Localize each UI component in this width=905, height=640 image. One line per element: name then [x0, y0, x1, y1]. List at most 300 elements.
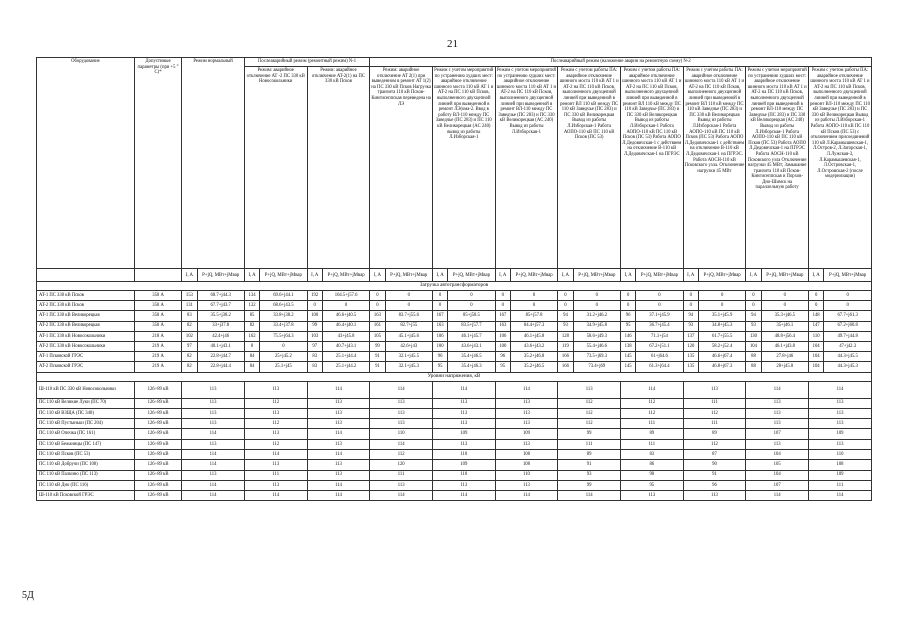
cell-power: 47+j42.3	[824, 341, 872, 351]
row-name: ПС 110 кВ Бежаницы (ПС 147)	[37, 439, 135, 449]
page-number: 21	[447, 38, 458, 50]
cell-current: 100	[307, 311, 322, 321]
cell-voltage: 114	[620, 381, 683, 398]
row-name: ПС 110 кВ Опочка (ПС 161)	[37, 429, 135, 439]
cell-current: 100	[495, 341, 510, 351]
cell-current: 0	[620, 301, 635, 311]
row-allowed: 126÷89 кВ	[134, 398, 181, 408]
unit-current: I, A	[683, 269, 698, 282]
row-name: AT-1 ПС 330 кВ Новосокольники	[37, 331, 135, 341]
cell-current: 106	[432, 331, 447, 341]
cell-voltage: 114	[808, 491, 871, 501]
row-allowed: 350 А	[134, 321, 181, 331]
cell-power: 61.7+j55.5	[698, 331, 745, 341]
cell-power: 0	[510, 301, 557, 311]
cell-power: 48.8+j56.4	[761, 331, 808, 341]
unit-blank	[37, 269, 135, 282]
cell-current: 166	[558, 362, 573, 372]
cell-current: 0	[432, 291, 447, 301]
cell-current: 96	[620, 311, 635, 321]
unit-current: I, A	[620, 269, 635, 282]
cell-current: 99	[307, 321, 322, 331]
cell-current: 99	[370, 341, 385, 351]
cell-current: 131	[182, 301, 197, 311]
cell-voltage: 114	[307, 449, 370, 459]
cell-power: 73.5+j69.3	[573, 352, 620, 362]
cell-voltage: 113	[495, 439, 558, 449]
cell-current: 163	[432, 321, 447, 331]
cell-power: 22.8+j44.7	[197, 352, 244, 362]
cell-voltage: 112	[244, 419, 307, 429]
cell-voltage: 113	[808, 408, 871, 418]
cell-voltage: 114	[244, 449, 307, 459]
section-row	[37, 282, 872, 291]
row-name: AT-1 ПС 330 кВ Псков	[37, 291, 135, 301]
col-post-repair: Послеаварийный режим (ремонтный режим) N-1	[244, 58, 369, 67]
cell-current: 88	[746, 352, 761, 362]
cell-current: 163	[370, 311, 385, 321]
unit-current: I, A	[244, 269, 259, 282]
cell-power: 35+j46.1	[761, 321, 808, 331]
cell-power: 25.1+j44.4	[322, 352, 369, 362]
cell-voltage: 90	[620, 470, 683, 480]
cell-power: 46.1+j45.8	[510, 331, 557, 341]
cell-voltage: 113	[182, 381, 245, 398]
cell-voltage: 113	[495, 408, 558, 418]
unit-power: P+jQ, МВт+jМвар	[260, 269, 307, 282]
cell-voltage: 114	[808, 381, 871, 398]
cell-voltage: 104	[746, 470, 809, 480]
cell-current: 135	[683, 362, 698, 372]
cell-power: 0	[824, 301, 872, 311]
cell-current: 130	[746, 331, 761, 341]
cell-power: 35.2+j46.8	[510, 352, 557, 362]
cell-voltage: 112	[370, 449, 433, 459]
unit-current: I, A	[370, 269, 385, 282]
table-row	[37, 321, 872, 331]
cell-voltage: 112	[244, 439, 307, 449]
cell-voltage: 113	[182, 470, 245, 480]
cell-voltage: 108	[495, 449, 558, 459]
cell-voltage: 93	[558, 470, 621, 480]
table-row	[37, 480, 872, 490]
cell-voltage: 111	[683, 419, 746, 429]
cell-voltage: 114	[307, 480, 370, 490]
cell-current: 0	[746, 301, 761, 311]
cell-current: 110	[808, 331, 823, 341]
cell-power: 75.5+j64.3	[260, 331, 307, 341]
table-row	[37, 429, 872, 439]
cell-voltage: 113	[307, 398, 370, 408]
cell-voltage: 113	[432, 398, 495, 408]
cell-power: 46.8+j67.3	[698, 362, 745, 372]
row-allowed: 126÷89 кВ	[134, 460, 181, 470]
cell-current: 94	[683, 311, 698, 321]
cell-current: 135	[683, 352, 698, 362]
cell-power: 49.7+j44.8	[824, 331, 872, 341]
cell-power: 22.8+j44.4	[197, 362, 244, 372]
cell-voltage: 113	[244, 429, 307, 439]
cell-power: 73.4+j69	[573, 362, 620, 372]
cell-power: 71.1+j54	[636, 331, 683, 341]
cell-voltage: 113	[808, 419, 871, 429]
col-post-fault: Послеаварийный режим (наложение аварии на ремонтную схему) N-2	[370, 58, 872, 67]
cell-current: 0	[558, 301, 573, 311]
cell-current: 93	[746, 321, 761, 331]
cell-power: 61.3+j64.4	[636, 362, 683, 372]
table-row	[37, 470, 872, 480]
cell-current: 82	[244, 321, 259, 331]
row-name: ПС 110 кВ Псков (ПС 53)	[37, 449, 135, 459]
cell-voltage: 90	[683, 460, 746, 470]
cell-voltage: 113	[620, 491, 683, 501]
cell-voltage: 114	[495, 381, 558, 398]
cell-voltage: 114	[558, 491, 621, 501]
cell-current: 0	[307, 301, 322, 311]
cell-voltage: 113	[370, 419, 433, 429]
cell-voltage: 91	[558, 460, 621, 470]
cell-current: 0	[370, 301, 385, 311]
cell-current: 128	[558, 331, 573, 341]
cell-current: 95	[495, 362, 510, 372]
unit-current: I, A	[182, 269, 197, 282]
cell-voltage: 114	[746, 381, 809, 398]
table-row	[37, 419, 872, 429]
cell-current: 100	[432, 341, 447, 351]
cell-current: 104	[808, 341, 823, 351]
cell-voltage: 110	[432, 449, 495, 459]
row-name: AT-2 ПС 330 кВ Великорецкая	[37, 321, 135, 331]
cell-voltage: 113	[182, 419, 245, 429]
sub-header-4: Режим с учетом мероприятий по устранению худших мест: аварийное отключение шинного моста 110 кВ AT 1 и AT-2 на ПС 110 кВ Псков, выполненного двухцепной линией при выведенной в ремонт ЛЭ(ома-2. Ввод в работу ВЛ-110 между ПС Заведчье (ПС 283) и ПС 110 кВ Великорецкая (AC 240) вывод из работы Л.Изборская-1	[432, 67, 495, 269]
cell-voltage: 111	[620, 419, 683, 429]
cell-power: 104.5+j57.6	[322, 291, 369, 301]
unit-row	[37, 269, 872, 282]
cell-current: 0	[746, 291, 761, 301]
cell-voltage: 83	[620, 449, 683, 459]
cell-voltage: 111	[558, 439, 621, 449]
sub-header-9: Режим с учетом мероприятий по устранению худших мест: аварийное отключение шинного моста 110 кВ AT 1 и AT-2 на ПС 110 кВ Псков, выполненного двухцепной линией при выведенной в ремонт ВЛ-110 между ПС Заведчье (ПС 283) и ПС 330 кВ Великорецкая (AC 240) Вывод из работы Л.Изборская-1 Работа АОПО-110 кВ ПС 110 кВ Псков (ПС 53) Работа АОПО Л.Дедовичская-1 на ПГРЭС Работа АОСН-110 кВ Псковского узла Отключение нагрузки 45 МВт; Замыкание транзита 110 кВ Псков-Кингисеппская и Порхов-Дно-Шимск на параллельную работу	[746, 67, 809, 269]
cell-current: 146	[620, 331, 635, 341]
cell-voltage: 112	[683, 408, 746, 418]
cell-voltage: 109	[808, 470, 871, 480]
cell-power: 31.2+j46.2	[573, 311, 620, 321]
cell-current: 163	[495, 321, 510, 331]
unit-power: P+jQ, МВт+jМвар	[824, 269, 872, 282]
row-allowed: 350 А	[134, 301, 181, 311]
cell-current: 145	[620, 352, 635, 362]
cell-power: 25.1+j45	[260, 362, 307, 372]
cell-voltage: 120	[370, 460, 433, 470]
cell-power: 46.6+j40.5	[322, 311, 369, 321]
cell-current: 0	[495, 291, 510, 301]
row-allowed: 126÷89 кВ	[134, 449, 181, 459]
cell-current: 104	[808, 352, 823, 362]
row-name: AT-2 ПС 330 кВ Псков	[37, 301, 135, 311]
unit-power: P+jQ, МВт+jМвар	[448, 269, 495, 282]
cell-voltage: 113	[808, 398, 871, 408]
cell-current: 162	[244, 331, 259, 341]
cell-power: 0	[322, 301, 369, 311]
cell-current: 0	[808, 301, 823, 311]
cell-voltage: 113	[558, 381, 621, 398]
cell-power: 83.5+j57.7	[448, 321, 495, 331]
table-row	[37, 449, 872, 459]
cell-power: 85+j57.8	[510, 311, 557, 321]
cell-power: 42.4+j46	[197, 331, 244, 341]
cell-power: 58.2+j52.4	[698, 341, 745, 351]
col-equipment: Оборудование	[37, 58, 135, 269]
cell-current: 147	[808, 321, 823, 331]
cell-voltage: 113	[307, 439, 370, 449]
cell-voltage: 112	[558, 398, 621, 408]
cell-power: 25.1+j44.2	[322, 362, 369, 372]
cell-voltage: 112	[683, 439, 746, 449]
cell-current: 167	[495, 311, 510, 321]
cell-current: 167	[432, 311, 447, 321]
cell-current: 96	[432, 352, 447, 362]
row-allowed: 219 А	[134, 352, 181, 362]
row-allowed: 219 А	[134, 362, 181, 372]
cell-voltage: 111	[683, 398, 746, 408]
unit-power: P+jQ, МВт+jМвар	[573, 269, 620, 282]
row-name: ПС 110 кВ Палкино (ПС 113)	[37, 470, 135, 480]
cell-current: 95	[432, 362, 447, 372]
cell-current: 102	[182, 331, 197, 341]
cell-power: 36.7+j45.4	[636, 321, 683, 331]
cell-voltage: 109	[495, 429, 558, 439]
cell-power: 27.8+j46	[761, 352, 808, 362]
cell-voltage: 113	[370, 480, 433, 490]
cell-power: 67.7+j61.3	[824, 311, 872, 321]
cell-power: 0	[761, 301, 808, 311]
row-allowed: 126÷89 кВ	[134, 419, 181, 429]
row-name: Ш-110 кВ ПС 330 кВ Новосокольники	[37, 381, 135, 398]
cell-voltage: 112	[558, 408, 621, 418]
row-name: AT-1 Псковской ГРЭС	[37, 352, 135, 362]
cell-voltage: 104	[746, 449, 809, 459]
unit-power: P+jQ, МВт+jМвар	[322, 269, 369, 282]
cell-power: 0	[385, 301, 432, 311]
table-row	[37, 381, 872, 398]
table-row	[37, 311, 872, 321]
cell-power: 58.6+j49.3	[573, 331, 620, 341]
sub-header-7: Режим с учетом работы ПА: аварийное отключение шинного моста 110 кВ AT 1 и AT-2 на ПС 110 кВ Псков, выполненного двухцепной линией при выведенной в ремонт ВЛ 110 кВ между ПС 110 кВ Заведчье (ПС 283) и ПС 330 кВ Великорецкая Вывод из работы Л.Изборская-1 Работа АОПО-110 кВ ПС 110 кВ Псков (ПС 53) Работа АОПО Л.Дедовичская-1 с действием на отключение В-110 кВ Л.Дедовичская-1 на ПГРЭС	[620, 67, 683, 269]
cell-current: 0	[244, 341, 259, 351]
unit-power: P+jQ, МВт+jМвар	[197, 269, 244, 282]
unit-current: I, A	[558, 269, 573, 282]
unit-current: I, A	[746, 269, 761, 282]
cell-voltage: 114	[370, 491, 433, 501]
cell-power: 0	[573, 301, 620, 311]
cell-power: 46.1+j45.7	[448, 331, 495, 341]
cell-power: 35.2+j46.5	[510, 362, 557, 372]
cell-current: 83	[307, 362, 322, 372]
cell-voltage: 111	[244, 470, 307, 480]
sub-header-3: Режим: аварийное отключение AT 2(1) при выведенном в ремонт AT 1(2) на ПС 330 кВ Псков Нагрузка транзита 110 кВ Псков-Кингисеппская переведена на ЛЭ	[370, 67, 433, 269]
table-row	[37, 291, 872, 301]
cell-power: 84.4+j57.3	[510, 321, 557, 331]
cell-voltage: 91	[683, 470, 746, 480]
table-row	[37, 491, 872, 501]
cell-power: 67.7+j43.7	[197, 301, 244, 311]
cell-voltage: 113	[683, 381, 746, 398]
cell-power: 37.1+j45.9	[636, 311, 683, 321]
cell-voltage: 114	[307, 381, 370, 398]
cell-voltage: 95	[620, 480, 683, 490]
cell-current: 120	[683, 341, 698, 351]
cell-voltage: 113	[683, 491, 746, 501]
cell-voltage: 113	[370, 398, 433, 408]
cell-current: 94	[558, 311, 573, 321]
cell-current: 0	[620, 291, 635, 301]
table-row	[37, 331, 872, 341]
cell-current: 84	[244, 352, 259, 362]
cell-voltage: 111	[620, 439, 683, 449]
row-allowed: 126÷89 кВ	[134, 491, 181, 501]
cell-current: 0	[683, 291, 698, 301]
table-row	[37, 408, 872, 418]
cell-power: 0	[448, 301, 495, 311]
cell-current: 94	[746, 311, 761, 321]
cell-voltage: 110	[370, 429, 433, 439]
unit-blank	[134, 269, 181, 282]
cell-current: 104	[746, 341, 761, 351]
cell-current: 119	[558, 341, 573, 351]
table-row	[37, 352, 872, 362]
cell-current: 137	[683, 331, 698, 341]
cell-current: 95	[620, 321, 635, 331]
cell-voltage: 113	[808, 439, 871, 449]
row-name: ПС 110 кВ Пустыньки (ПС 204)	[37, 419, 135, 429]
cell-voltage: 114	[495, 491, 558, 501]
cell-power: 43+j45.8	[322, 331, 369, 341]
cell-power: 35.3+j46.5	[761, 311, 808, 321]
cell-power: 33.4+j37.8	[260, 321, 307, 331]
row-name: AT-1 ПС 330 кВ Великорецкая	[37, 311, 135, 321]
section-title: Уровни напряжения, кВ	[37, 372, 872, 381]
cell-voltage: 109	[808, 429, 871, 439]
cell-voltage: 108	[495, 460, 558, 470]
sub-header-2: Режим: аварийное отключение AT-2(1) на ПС 330 кВ Псков	[307, 67, 370, 269]
cell-power: 43.6+j43.1	[448, 341, 495, 351]
cell-voltage: 105	[746, 460, 809, 470]
cell-voltage: 113	[746, 408, 809, 418]
cell-power: 67.2+j51.1	[636, 341, 683, 351]
cell-voltage: 109	[432, 429, 495, 439]
cell-power: 0	[824, 291, 872, 301]
row-allowed: 126÷89 кВ	[134, 439, 181, 449]
sub-header-10: Режим с учетом работы ПА: аварийное отключение шинного моста 110 кВ AT 1 и AT-2 на ПС 110 кВ Псков, выполненного двухцепной линией при выведенной в ремонт ВЛ-110 между ПС 110 кВ Заведчье (ПС 283) и ПС 330 кВ Великорецкая Вывод из работы Л.Изборская-1 Работа АОПО-110 кВ ПС 110 кВ Псков (ПС 53) с отключением присоединений 110 кВ Л.Карамышевская-1, Л.Остров-2, Л.Загорская-1, Л.Лужская-3, Л.Карамышевская-1, Л.Островская-1, Л.Островская-2 (после модернизации)	[808, 67, 871, 269]
cell-power: 46.1+j43.8	[761, 341, 808, 351]
row-allowed: 350 А	[134, 311, 181, 321]
cell-voltage: 113	[307, 470, 370, 480]
cell-power: 40.7+j43.1	[322, 341, 369, 351]
cell-power: 35.1+j45.9	[698, 311, 745, 321]
cell-current: 97	[307, 341, 322, 351]
col-allowed: Допустимые параметры (при +5 ° С)*	[134, 58, 181, 269]
cell-power: 0	[761, 291, 808, 301]
table-row	[37, 439, 872, 449]
cell-current: 148	[808, 311, 823, 321]
cell-power: 85+j58.5	[448, 311, 495, 321]
table-row	[37, 362, 872, 372]
cell-power: 46.4+j40.1	[322, 321, 369, 331]
cell-voltage: 114	[370, 381, 433, 398]
cell-voltage: 113	[182, 439, 245, 449]
cell-voltage: 113	[432, 419, 495, 429]
cell-current: 104	[808, 362, 823, 372]
cell-power: 35.5+j38.2	[197, 311, 244, 321]
cell-power: 32.1+j45.3	[385, 362, 432, 372]
table-row	[37, 301, 872, 311]
cell-voltage: 113	[746, 398, 809, 408]
cell-power: 68.6+j43.5	[260, 301, 307, 311]
cell-power: 0	[448, 291, 495, 301]
cell-power: 0	[636, 301, 683, 311]
table-row	[37, 460, 872, 470]
unit-power: P+jQ, МВт+jМвар	[510, 269, 557, 282]
cell-current: 0	[558, 291, 573, 301]
cell-current: 82	[182, 352, 197, 362]
cell-power: 68.7+j44.3	[197, 291, 244, 301]
cell-current: 82	[182, 321, 197, 331]
row-name: ПС 110 кВ Добручи (ПС 108)	[37, 460, 135, 470]
section-row	[37, 372, 872, 381]
cell-voltage: 113	[495, 419, 558, 429]
cell-voltage: 114	[746, 491, 809, 501]
cell-voltage: 113	[307, 460, 370, 470]
side-label: 5Д	[22, 590, 34, 601]
cell-current: 103	[307, 331, 322, 341]
row-allowed: 126÷89 кВ	[134, 429, 181, 439]
cell-voltage: 114	[244, 491, 307, 501]
cell-voltage: 110	[808, 449, 871, 459]
cell-power: 61+j64.6	[636, 352, 683, 362]
cell-voltage: 113	[244, 381, 307, 398]
cell-voltage: 113	[370, 408, 433, 418]
row-allowed: 219 А	[134, 341, 181, 351]
cell-power: 34.8+j45.3	[698, 321, 745, 331]
cell-voltage: 107	[746, 480, 809, 490]
sub-header-8: Режим с учетом работы ПА: аварийное отключение шинного моста 110 кВ AT 1 и AT-2 на ПС 110 кВ Псков, выполненного двухцепной линией при выведенной в ремонт ВЛ 110 кВ между ПС 110 кВ Заведчье (ПС 283) и ПС 330 кВ Великорецкая Вывод из работы Л.Изборская-1 Работа АОПО-110 кВ ПС 110 кВ Псков (ПС 53) Работа АОПО Л.Дедовичская-1 с действием на отключение В-110 кВ Л.Дедовичская-1 на ПГРЭС. Работа АОСН-110 кВ Псковского узла. Отключение нагрузки 45 МВт	[683, 67, 746, 269]
cell-current: 83	[182, 311, 197, 321]
table-body	[37, 282, 872, 501]
cell-current: 85	[244, 311, 259, 321]
cell-current: 96	[495, 352, 510, 362]
cell-power: 35.4+j46.3	[448, 362, 495, 372]
cell-power: 42.6+j43	[385, 341, 432, 351]
unit-current: I, A	[432, 269, 447, 282]
cell-power: 46.6+j67.4	[698, 352, 745, 362]
cell-current: 83	[307, 352, 322, 362]
cell-current: 93	[558, 321, 573, 331]
cell-voltage: 113	[432, 439, 495, 449]
cell-voltage: 108	[808, 460, 871, 470]
cell-power: 0	[510, 291, 557, 301]
cell-power: 44.3+j45.3	[824, 362, 872, 372]
cell-power: 55.4+j46.6	[573, 341, 620, 351]
cell-current: 153	[182, 291, 197, 301]
cell-voltage: 86	[620, 460, 683, 470]
cell-current: 161	[370, 321, 385, 331]
cell-current: 0	[432, 301, 447, 311]
unit-current: I, A	[808, 269, 823, 282]
cell-power: 0	[698, 291, 745, 301]
row-allowed: 126÷89 кВ	[134, 470, 181, 480]
unit-power: P+jQ, МВт+jМвар	[761, 269, 808, 282]
cell-current: 0	[808, 291, 823, 301]
